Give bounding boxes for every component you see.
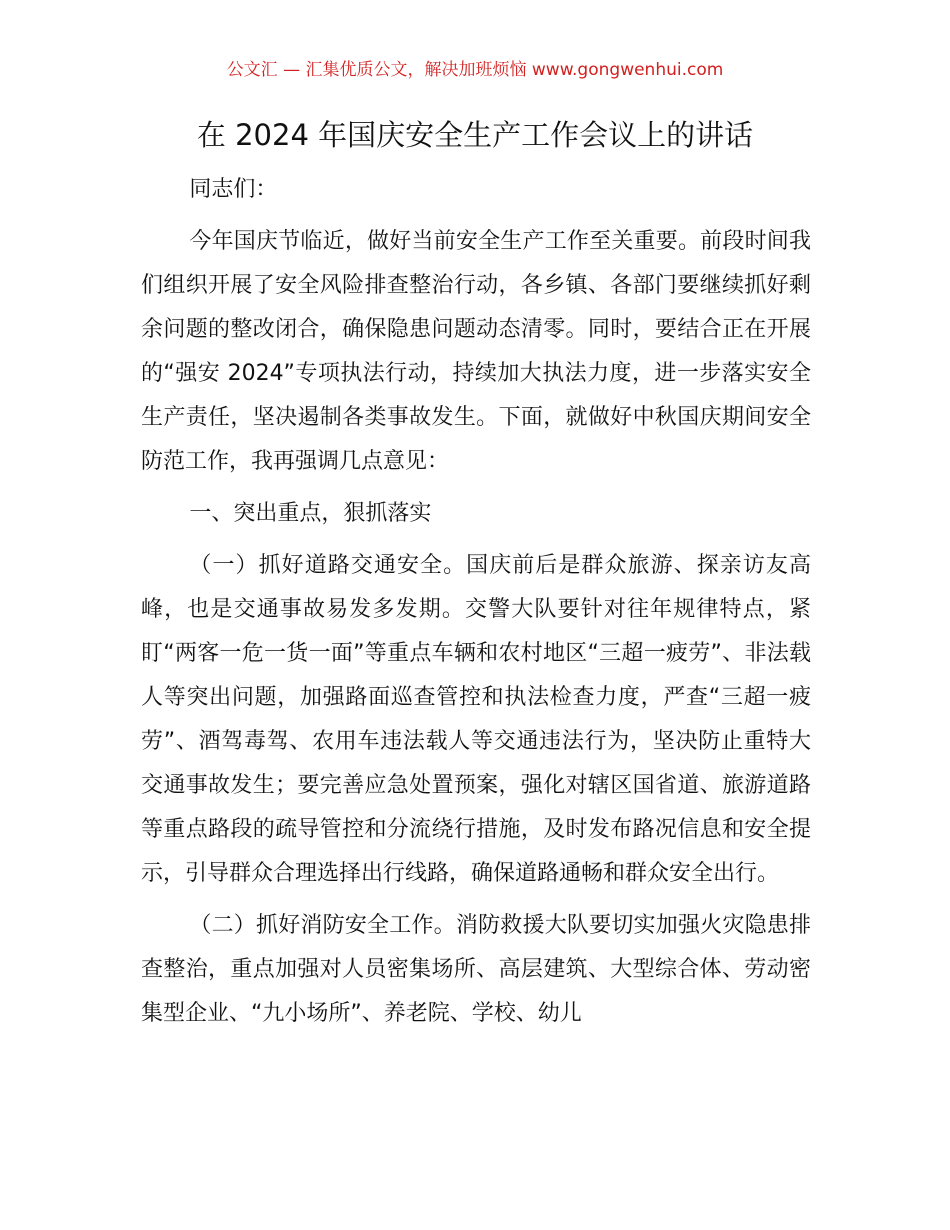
paragraph-fire-safety: （二）抓好消防安全工作。消防救援大队要切实加强火灾隐患排查整治，重点加强对人员密集场所、高层建筑、大型综合体、劳动密集型企业、“九小场所”、养老院、学校、幼儿 [141,913,811,1026]
paragraph-intro: 今年国庆节临近，做好当前安全生产工作至关重要。前段时间我们组织开展了安全风险排查整治行动，各乡镇、各部门要继续抓好剩余问题的整改闭合，确保隐患问题动态清零。同时，要结合正在开展的“强安 2024”专项执法行动，持续加大执法力度，进一步落实安全生产责任，坚决遏制各类事故发生。下面，就做好中秋国庆期间安全防范工作，我再强调几点意见： [141,229,811,474]
salutation: 同志们： [189,177,278,202]
site-banner: 公文汇 — 汇集优质公文，解决加班烦恼 www.gongwenhui.com [226,60,724,80]
document-body [141,168,811,1044]
section-heading: 一、突出重点，狠抓落实 [189,501,432,526]
paragraph-traffic-safety: （一）抓好道路交通安全。国庆前后是群众旅游、探亲访友高峰，也是交通事故易发多发期。交警大队要针对往年规律特点，紧盯“两客一危一货一面”等重点车辆和农村地区“三超一疲劳”、非法载人等突出问题，加强路面巡查管控和执法检查力度，严查“三超一疲劳”、酒驾毒驾、农用车违法载人等交通违法行为，坚决防止重特大交通事故发生；要完善应急处置预案，强化对辖区国省道、旅游道路等重点路段的疏导管控和分流绕行措施，及时发布路况信息和安全提示，引导群众合理选择出行线路，确保道路通畅和群众安全出行。 [141,553,811,886]
document-title: 在 2024 年国庆安全生产工作会议上的讲话 [196,118,754,152]
